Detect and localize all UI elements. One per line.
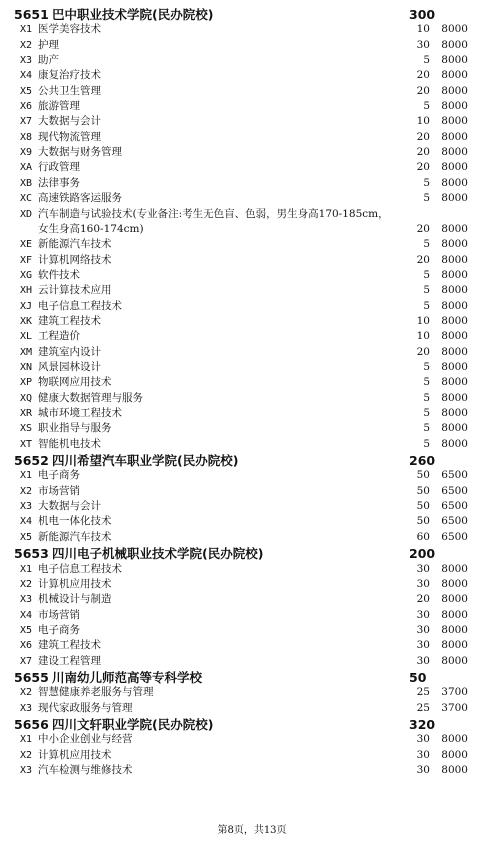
- major-tuition: 3700: [441, 686, 468, 699]
- page-footer: 第8页，共13页: [217, 825, 287, 836]
- major-row: [0, 562, 504, 577]
- school-name: 四川希望汽车职业学院(民办院校): [52, 453, 239, 469]
- major-code: XJ: [20, 300, 33, 312]
- major-code: X8: [20, 131, 33, 143]
- major-code: XK: [20, 315, 33, 327]
- major-plan-count: 5: [423, 192, 430, 205]
- school-code: 5652: [14, 452, 49, 468]
- major-plan-count: 5: [423, 238, 430, 251]
- major-tuition: 8000: [441, 84, 468, 97]
- major-row: [0, 314, 504, 329]
- major-row: [0, 654, 504, 669]
- major-row: [0, 701, 504, 716]
- major-row: [0, 53, 504, 68]
- major-code: XC: [20, 193, 33, 205]
- major-plan-count: 5: [423, 54, 430, 67]
- major-name: 法律事务: [38, 176, 80, 189]
- major-code: X1: [20, 563, 33, 575]
- major-plan-count: 50: [416, 515, 430, 528]
- major-tuition: 8000: [441, 146, 468, 159]
- major-name: 中小企业创业与经营: [38, 733, 133, 746]
- major-row: [0, 38, 504, 53]
- major-name: 电子商务: [38, 623, 80, 636]
- major-name: 新能源汽车技术: [38, 530, 112, 543]
- major-code: XE: [20, 239, 33, 251]
- major-code: XR: [20, 407, 33, 419]
- major-row: [0, 437, 504, 452]
- major-row: [0, 484, 504, 499]
- major-tuition: 8000: [441, 69, 468, 82]
- major-name: 机电一体化技术: [38, 515, 112, 528]
- school-header: [0, 452, 504, 468]
- major-plan-count: 30: [416, 764, 430, 777]
- major-plan-count: 5: [423, 376, 430, 389]
- major-row: [0, 84, 504, 99]
- major-tuition: 8000: [441, 192, 468, 205]
- major-tuition: 8000: [441, 748, 468, 761]
- major-plan-count: 10: [416, 330, 430, 343]
- major-plan-count: 20: [416, 161, 430, 174]
- major-row: [0, 130, 504, 145]
- major-name: 行政管理: [38, 161, 80, 174]
- major-name: 市场营销: [38, 608, 80, 621]
- school-total: 260: [409, 452, 436, 468]
- major-tuition: 8000: [441, 437, 468, 450]
- major-plan-count: 30: [416, 577, 430, 590]
- major-tuition: 8000: [441, 253, 468, 266]
- major-name: 高速铁路客运服务: [38, 192, 122, 205]
- major-plan-count: 5: [423, 422, 430, 435]
- school-name: 四川电子机械职业技术学院(民办院校): [52, 546, 264, 562]
- major-name: 云计算技术应用: [38, 284, 112, 297]
- major-code: XS: [20, 423, 33, 435]
- school-total: 300: [409, 6, 436, 22]
- school-name: 川南幼儿师范高等专科学校: [52, 670, 203, 686]
- major-name: 市场营销: [38, 484, 80, 497]
- major-row: [0, 160, 504, 175]
- major-name: 机械设计与制造: [38, 593, 112, 606]
- major-row: [0, 375, 504, 390]
- major-code: X5: [20, 85, 33, 97]
- major-row: [0, 577, 504, 592]
- major-code: X2: [20, 578, 33, 590]
- major-code: X4: [20, 516, 33, 528]
- major-row: [0, 345, 504, 360]
- major-code: XG: [20, 269, 33, 281]
- major-tuition: 8000: [441, 422, 468, 435]
- major-plan-count: 30: [416, 733, 430, 746]
- major-tuition: 8000: [441, 54, 468, 67]
- major-plan-count: 20: [416, 84, 430, 97]
- major-code: X3: [20, 765, 33, 777]
- major-tuition: 3700: [441, 701, 468, 714]
- major-tuition: 8000: [441, 608, 468, 621]
- major-code: X6: [20, 101, 33, 113]
- school-total: 50: [409, 669, 427, 685]
- major-tuition: 8000: [441, 299, 468, 312]
- major-code: X5: [20, 624, 33, 636]
- major-row: [0, 406, 504, 421]
- major-tuition: 8000: [441, 406, 468, 419]
- major-tuition: 8000: [441, 733, 468, 746]
- major-code: X2: [20, 485, 33, 497]
- major-row: [0, 763, 504, 778]
- major-plan-count: 5: [423, 176, 430, 189]
- major-code: XF: [20, 254, 33, 266]
- major-tuition: 8000: [441, 314, 468, 327]
- major-tuition: 8000: [441, 100, 468, 113]
- major-code: X6: [20, 640, 33, 652]
- major-row: [0, 114, 504, 129]
- major-name: 护理: [38, 38, 59, 51]
- major-name: 新能源汽车技术: [38, 238, 112, 251]
- major-row: [0, 283, 504, 298]
- major-row: [0, 145, 504, 160]
- major-row: [0, 530, 504, 545]
- major-plan-count: 5: [423, 299, 430, 312]
- major-plan-count: 30: [416, 623, 430, 636]
- major-plan-count: 20: [416, 130, 430, 143]
- major-code: XP: [20, 377, 33, 389]
- major-plan-count: 30: [416, 562, 430, 575]
- major-name: 智能机电技术: [38, 437, 101, 450]
- major-plan-count: 20: [416, 69, 430, 82]
- major-tuition: 6500: [441, 484, 468, 497]
- major-name: 计算机应用技术: [38, 577, 112, 590]
- major-row: [0, 176, 504, 191]
- major-row: [0, 191, 504, 206]
- major-code: X7: [20, 116, 33, 128]
- school-header: [0, 669, 504, 685]
- major-row: [0, 207, 504, 238]
- major-row: [0, 685, 504, 700]
- major-tuition: 8000: [441, 654, 468, 667]
- major-plan-count: 60: [416, 530, 430, 543]
- major-name: 汽车检测与维修技术: [38, 764, 133, 777]
- major-plan-count: 10: [416, 314, 430, 327]
- major-name: 物联网应用技术: [38, 376, 112, 389]
- school-name: 巴中职业技术学院(民办院校): [52, 7, 214, 23]
- major-plan-count: 25: [416, 686, 430, 699]
- major-tuition: 8000: [441, 376, 468, 389]
- major-code: X7: [20, 655, 33, 667]
- major-name: 智慧健康养老服务与管理: [38, 686, 154, 699]
- major-tuition: 8000: [441, 176, 468, 189]
- major-name: 建设工程管理: [38, 654, 101, 667]
- major-code: X1: [20, 24, 33, 36]
- major-row: [0, 514, 504, 529]
- major-name: 大数据与财务管理: [38, 146, 122, 159]
- major-tuition: 6500: [441, 515, 468, 528]
- major-name: 公共卫生管理: [38, 84, 101, 97]
- major-row: [0, 468, 504, 483]
- major-code: XM: [20, 346, 33, 358]
- major-row: [0, 391, 504, 406]
- major-row: [0, 623, 504, 638]
- major-name: 计算机应用技术: [38, 748, 112, 761]
- major-plan-count: 10: [416, 23, 430, 36]
- major-code: X1: [20, 470, 33, 482]
- major-tuition: 8000: [441, 268, 468, 281]
- major-name: 现代物流管理: [38, 130, 101, 143]
- major-plan-count: 30: [416, 38, 430, 51]
- major-plan-count: 50: [416, 500, 430, 513]
- major-code: X3: [20, 501, 33, 513]
- major-plan-count: 30: [416, 608, 430, 621]
- school-total: 320: [409, 716, 436, 732]
- major-tuition: 8000: [441, 115, 468, 128]
- major-row: [0, 748, 504, 763]
- major-row: [0, 253, 504, 268]
- major-name: 职业指导与服务: [38, 422, 112, 435]
- major-plan-count: 5: [423, 100, 430, 113]
- major-plan-count: 20: [416, 146, 430, 159]
- major-code: XL: [20, 331, 33, 343]
- major-plan-count: 20: [416, 593, 430, 606]
- major-tuition: 8000: [441, 238, 468, 251]
- major-code: X5: [20, 531, 33, 543]
- major-name: 软件技术: [38, 268, 80, 281]
- major-plan-count: 5: [423, 437, 430, 450]
- major-name: 现代家政服务与管理: [38, 701, 133, 714]
- major-name: 医学美容技术: [38, 23, 101, 36]
- major-tuition: 8000: [441, 360, 468, 373]
- major-row: [0, 638, 504, 653]
- major-row: [0, 592, 504, 607]
- major-tuition: 6500: [441, 469, 468, 482]
- major-row: [0, 22, 504, 37]
- major-tuition: 8000: [441, 639, 468, 652]
- major-name: 汽车制造与试验技术(专业备注:考生无色盲、色弱，男生身高170-185cm，女生身高160-174cm): [38, 207, 389, 235]
- major-name: 电子商务: [38, 469, 80, 482]
- major-plan-count: 20: [416, 345, 430, 358]
- major-row: [0, 237, 504, 252]
- major-name: 工程造价: [38, 330, 80, 343]
- major-tuition: 8000: [441, 623, 468, 636]
- major-plan-count: 5: [423, 391, 430, 404]
- major-name: 建筑工程技术: [38, 639, 101, 652]
- major-plan-count: 5: [423, 268, 430, 281]
- major-row: [0, 329, 504, 344]
- major-code: X2: [20, 687, 33, 699]
- major-row: [0, 360, 504, 375]
- admission-plan-list: [0, 6, 504, 778]
- major-code: XB: [20, 177, 33, 189]
- major-code: X2: [20, 749, 33, 761]
- major-plan-count: 30: [416, 654, 430, 667]
- major-name: 电子信息工程技术: [38, 299, 122, 312]
- major-plan-count: 5: [423, 284, 430, 297]
- major-code: X1: [20, 734, 33, 746]
- school-code: 5656: [14, 716, 49, 732]
- major-row: [0, 421, 504, 436]
- major-name: 建筑室内设计: [38, 345, 101, 358]
- major-name: 助产: [38, 54, 59, 67]
- major-row: [0, 732, 504, 747]
- major-plan-count: 10: [416, 115, 430, 128]
- major-row: [0, 608, 504, 623]
- major-tuition: 8000: [441, 330, 468, 343]
- major-name: 旅游管理: [38, 100, 80, 113]
- major-code: XA: [20, 162, 33, 174]
- major-row: [0, 99, 504, 114]
- major-code: X3: [20, 55, 33, 67]
- major-row: [0, 299, 504, 314]
- school-code: 5651: [14, 6, 49, 22]
- major-name: 电子信息工程技术: [38, 562, 122, 575]
- major-row: [0, 68, 504, 83]
- major-plan-count: 20: [416, 253, 430, 266]
- school-header: [0, 545, 504, 561]
- major-code: X2: [20, 39, 33, 51]
- school-code: 5653: [14, 545, 49, 561]
- major-code: XQ: [20, 392, 33, 404]
- major-plan-count: 5: [423, 360, 430, 373]
- major-tuition: 6500: [441, 530, 468, 543]
- major-tuition: 8000: [441, 284, 468, 297]
- major-row: [0, 268, 504, 283]
- major-code: XN: [20, 361, 33, 373]
- major-tuition: 8000: [441, 593, 468, 606]
- school-total: 200: [409, 545, 436, 561]
- school-header: [0, 6, 504, 22]
- major-plan-count: 50: [416, 484, 430, 497]
- major-plan-count: 30: [416, 639, 430, 652]
- major-code: X3: [20, 594, 33, 606]
- school-name: 四川文轩职业学院(民办院校): [52, 717, 214, 733]
- major-name: 计算机网络技术: [38, 253, 112, 266]
- major-name: 大数据与会计: [38, 115, 101, 128]
- major-tuition: 8000: [441, 161, 468, 174]
- major-code: X9: [20, 147, 33, 159]
- major-plan-count: 25: [416, 701, 430, 714]
- major-plan-count: 50: [416, 469, 430, 482]
- major-plan-count: 20: [416, 222, 430, 235]
- major-code: X3: [20, 702, 33, 714]
- major-code: X4: [20, 609, 33, 621]
- major-name: 康复治疗技术: [38, 69, 101, 82]
- major-plan-count: 5: [423, 406, 430, 419]
- major-name: 大数据与会计: [38, 500, 101, 513]
- school-code: 5655: [14, 669, 49, 685]
- major-tuition: 8000: [441, 222, 468, 235]
- major-plan-count: 30: [416, 748, 430, 761]
- major-code: XH: [20, 285, 33, 297]
- major-code: XT: [20, 438, 33, 450]
- school-header: [0, 716, 504, 732]
- major-tuition: 8000: [441, 562, 468, 575]
- major-tuition: 8000: [441, 130, 468, 143]
- major-code: X4: [20, 70, 33, 82]
- major-name: 建筑工程技术: [38, 314, 101, 327]
- major-name: 城市环境工程技术: [38, 406, 122, 419]
- major-row: [0, 499, 504, 514]
- major-tuition: 8000: [441, 764, 468, 777]
- major-name: 风景园林设计: [38, 360, 101, 373]
- major-tuition: 8000: [441, 391, 468, 404]
- major-name: 健康大数据管理与服务: [38, 391, 143, 404]
- major-tuition: 8000: [441, 38, 468, 51]
- major-tuition: 8000: [441, 345, 468, 358]
- major-code: XD: [20, 208, 33, 220]
- major-tuition: 6500: [441, 500, 468, 513]
- major-tuition: 8000: [441, 23, 468, 36]
- major-tuition: 8000: [441, 577, 468, 590]
